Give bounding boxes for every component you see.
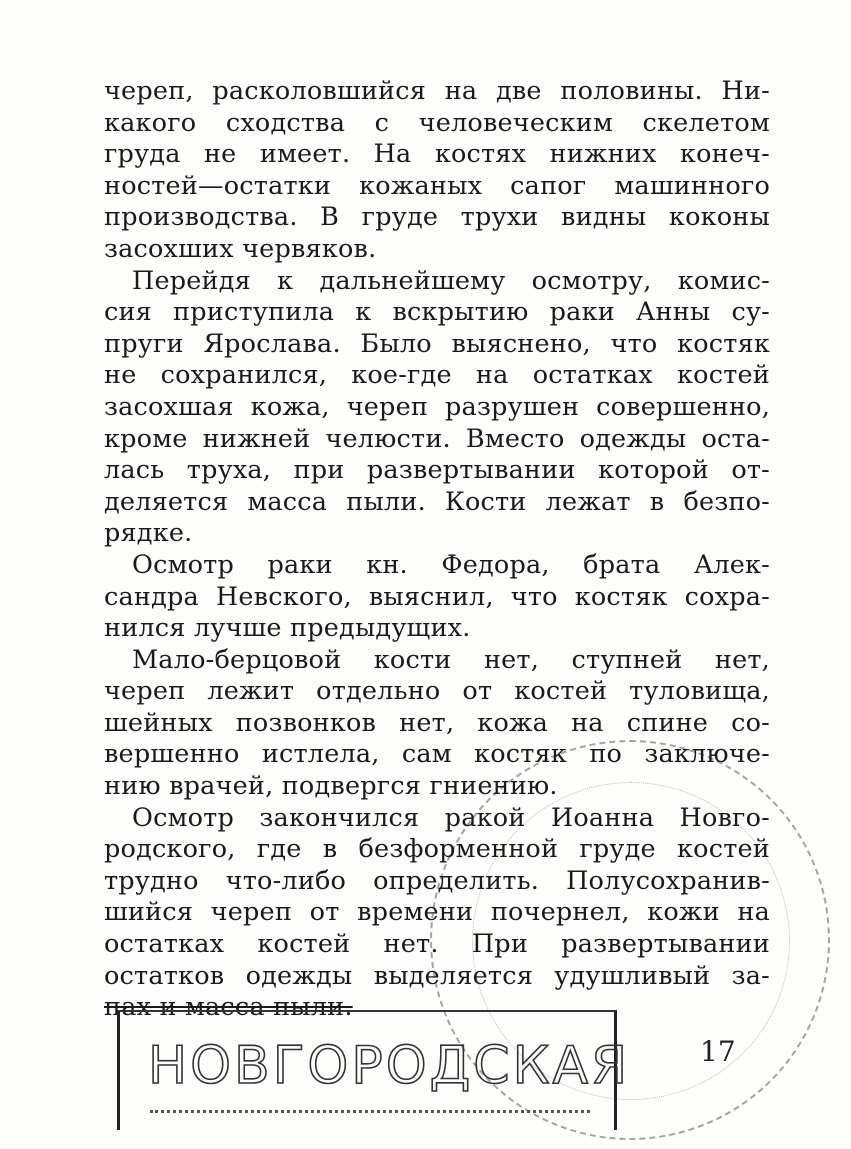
text-line: вершенно истлела, сам костяк по заключе- [104,739,770,770]
text-line: череп, расколовшийся на две половины. Ни- [104,76,770,106]
body-text [104,76,770,1024]
page-number: 17 [700,1035,736,1068]
text-line: Осмотр раки кн. Федора, брата Алек- [132,549,770,580]
text-line: трудно что-либо определить. Полусохранив- [104,865,770,896]
text-line: остатков одежды выделяется удушливый за- [104,960,770,991]
text-line: Мало-берцовой кости нет, ступней нет, [132,644,770,675]
text-line: родского, где в безформенной груде костей [104,834,770,865]
stamp-title: НОВГОРОДСКАЯ [148,1036,631,1096]
text-line: остатках костей нет. При развертывании [104,929,770,960]
rectangular-library-stamp [117,1010,631,1130]
text-line: Осмотр закончился ракой Иоанна Новго- [132,802,770,833]
text-line: рядке. [104,518,193,549]
text-line: сия приступила к вскрытию раки Анны су- [104,297,770,328]
text-line: шийся череп от времени почернел, кожи на [104,897,770,928]
text-line: какого сходства с человеческим скелетом [104,107,770,138]
text-line: череп лежит отдельно от костей туловища, [104,676,770,707]
text-line: кроме нижней челюсти. Вместо одежды оста- [104,423,770,454]
text-line: пруги Ярослава. Было выяснено, что костяк [104,328,770,359]
text-line: ностей—остатки кожаных сапог машинного [104,170,770,201]
text-line: не сохранился, кое-где на остатках костей [104,360,770,391]
text-line: производства. В груде трухи видны коконы [104,202,770,233]
text-line: нился лучше предыдущих. [104,613,471,644]
text-line: деляется масса пыли. Кости лежат в безпо- [104,486,770,517]
text-line: лась труха, при развертывании которой от- [104,455,770,486]
text-line: сандра Невского, выяснил, что костяк сохра- [104,581,770,612]
text-line: Перейдя к дальнейшему осмотру, комис- [132,265,770,296]
text-line: нию врачей, подвергся гниению. [104,771,558,802]
text-line: шейных позвонков нет, кожа на спине со- [104,707,770,738]
text-line: засохшая кожа, череп разрушен совершенно, [104,391,770,422]
text-line: пах и масса пыли. [104,992,353,1023]
text-line: груда не имеет. На костях нижних конеч- [104,139,770,170]
stamp-subline [150,1110,590,1119]
text-line: засохших червяков. [104,233,377,264]
